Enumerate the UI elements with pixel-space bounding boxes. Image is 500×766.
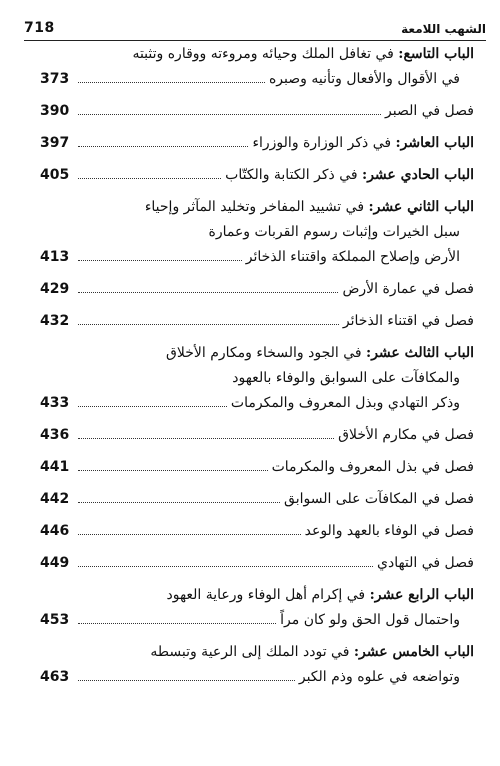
toc-line-text <box>299 669 460 685</box>
toc-entry <box>40 644 474 694</box>
toc-page-number: 373 <box>40 71 70 87</box>
toc-line <box>40 644 474 669</box>
entry-title: فصل في الصبر <box>385 103 474 119</box>
toc-line-text <box>252 135 474 151</box>
toc-line <box>40 459 474 484</box>
toc-page-number: 453 <box>40 612 70 628</box>
toc-entry <box>40 459 474 484</box>
toc-page-number: 405 <box>40 167 70 183</box>
entry-title: فصل في بذل المعروف والمكرمات <box>271 459 474 475</box>
toc-page-number: 390 <box>40 103 70 119</box>
toc-line <box>40 46 474 71</box>
toc-line-text <box>385 103 474 119</box>
toc-line-text <box>225 167 474 183</box>
toc-line <box>40 224 460 249</box>
toc-line <box>40 281 474 306</box>
toc-entry <box>40 199 474 274</box>
toc-entry <box>40 523 474 548</box>
toc-entry <box>40 345 474 420</box>
toc-line <box>40 167 474 192</box>
toc-entry <box>40 491 474 516</box>
toc-page-number: 463 <box>40 669 70 685</box>
chapter-label: الباب العاشر: <box>395 135 474 151</box>
toc-line <box>40 395 460 420</box>
entry-title: في تغافل الملك وحيائه ومروءته ووقاره وتثبته <box>132 46 399 62</box>
toc-page-number: 441 <box>40 459 70 475</box>
toc-entry <box>40 313 474 338</box>
toc-entry <box>40 555 474 580</box>
toc-page-number: 449 <box>40 555 70 571</box>
toc-line-text <box>272 459 474 475</box>
toc-line <box>40 555 474 580</box>
dot-leader <box>78 623 276 624</box>
chapter-label: الباب الثالث عشر: <box>366 345 474 361</box>
toc-line-text <box>208 224 460 240</box>
entry-title: في الأقوال والأفعال وتأنيه وصبره <box>268 71 460 87</box>
dot-leader <box>78 82 265 83</box>
dot-leader <box>78 260 242 261</box>
toc-line-text <box>343 313 474 329</box>
running-head: الشهب اللامعة <box>401 22 486 36</box>
entry-title: في ذكر الكتابة والكتّاب <box>225 167 363 183</box>
toc-line-text <box>232 370 460 386</box>
toc-line <box>40 313 474 338</box>
dot-leader <box>78 114 381 115</box>
toc-page-number: 397 <box>40 135 70 151</box>
dot-leader <box>78 470 268 471</box>
toc-line-text <box>166 587 474 603</box>
toc-line-text <box>377 555 474 571</box>
toc-entry <box>40 587 474 637</box>
toc-line <box>40 669 460 694</box>
toc-line-text <box>305 523 474 539</box>
entry-title: في ذكر الوزارة والوزراء <box>252 135 396 151</box>
toc-line-text <box>166 345 474 361</box>
toc-line-text <box>132 46 474 62</box>
entry-title: فصل في المكافآت على السوابق <box>284 491 474 507</box>
entry-title: وذكر التهادي وبذل المعروف والمكرمات <box>230 395 460 411</box>
toc-line-text <box>150 644 474 660</box>
toc-line <box>40 370 460 395</box>
toc-line <box>40 587 474 612</box>
entry-title: والمكافآت على السوابق والوفاء بالعهود <box>232 370 460 386</box>
dot-leader <box>78 406 227 407</box>
dot-leader <box>78 534 301 535</box>
toc-line-text <box>231 395 460 411</box>
toc-entry <box>40 46 474 96</box>
dot-leader <box>78 438 334 439</box>
chapter-label: الباب الثاني عشر: <box>368 199 474 215</box>
dot-leader <box>78 502 280 503</box>
dot-leader <box>78 292 338 293</box>
toc-line <box>40 71 460 96</box>
entry-title: واحتمال قول الحق ولو كان مراً <box>280 612 460 628</box>
toc-line <box>40 491 474 516</box>
entry-title: في تودد الملك إلى الرعية وتبسطه <box>150 644 354 660</box>
chapter-label: الباب الرابع عشر: <box>369 587 474 603</box>
toc-entry <box>40 281 474 306</box>
chapter-label: الباب الخامس عشر: <box>353 644 474 660</box>
header-rule <box>24 40 486 41</box>
toc-entry <box>40 135 474 160</box>
toc-entry <box>40 103 474 128</box>
table-of-contents <box>40 46 474 760</box>
entry-title: فصل في التهادي <box>377 555 474 571</box>
toc-line <box>40 249 460 274</box>
entry-title: وتواضعه في علوه وذم الكبر <box>298 669 460 685</box>
toc-entry <box>40 167 474 192</box>
entry-title: سبل الخيرات وإثبات رسوم القربات وعمارة <box>208 224 460 240</box>
toc-page-number: 446 <box>40 523 70 539</box>
entry-title: في إكرام أهل الوفاء ورعاية العهود <box>166 587 370 603</box>
toc-page-number: 432 <box>40 313 70 329</box>
toc-line-text <box>246 249 460 265</box>
entry-title: الأرض وإصلاح المملكة واقتناء الذخائر <box>245 249 460 265</box>
toc-line <box>40 135 474 160</box>
entry-title: فصل في اقتناء الذخائر <box>342 313 474 329</box>
chapter-label: الباب الحادي عشر: <box>362 167 474 183</box>
entry-title: فصل في عمارة الأرض <box>342 281 474 297</box>
toc-line <box>40 427 474 452</box>
toc-page-number: 436 <box>40 427 70 443</box>
toc-line <box>40 345 474 370</box>
toc-line-text <box>342 281 474 297</box>
entry-title: فصل في مكارم الأخلاق <box>338 427 474 443</box>
entry-title: فصل في الوفاء بالعهد والوعد <box>304 523 474 539</box>
toc-page-number: 442 <box>40 491 70 507</box>
dot-leader <box>78 324 339 325</box>
dot-leader <box>78 178 221 179</box>
toc-page-number: 413 <box>40 249 70 265</box>
entry-title: في تشييد المفاخر وتخليد المآثر وإحياء <box>144 199 369 215</box>
toc-line <box>40 103 474 128</box>
toc-line-text <box>269 71 460 87</box>
toc-line <box>40 612 460 637</box>
page-number: 718 <box>24 20 55 36</box>
entry-title: في الجود والسخاء ومكارم الأخلاق <box>166 345 367 361</box>
dot-leader <box>78 146 248 147</box>
toc-page-number: 433 <box>40 395 70 411</box>
dot-leader <box>78 680 295 681</box>
toc-line <box>40 199 474 224</box>
toc-line-text <box>145 199 474 215</box>
toc-line-text <box>338 427 474 443</box>
toc-line <box>40 523 474 548</box>
dot-leader <box>78 566 373 567</box>
toc-entry <box>40 427 474 452</box>
toc-line-text <box>280 612 460 628</box>
page-header <box>24 14 486 36</box>
chapter-label: الباب التاسع: <box>398 46 474 62</box>
toc-page-number: 429 <box>40 281 70 297</box>
toc-line-text <box>284 491 474 507</box>
